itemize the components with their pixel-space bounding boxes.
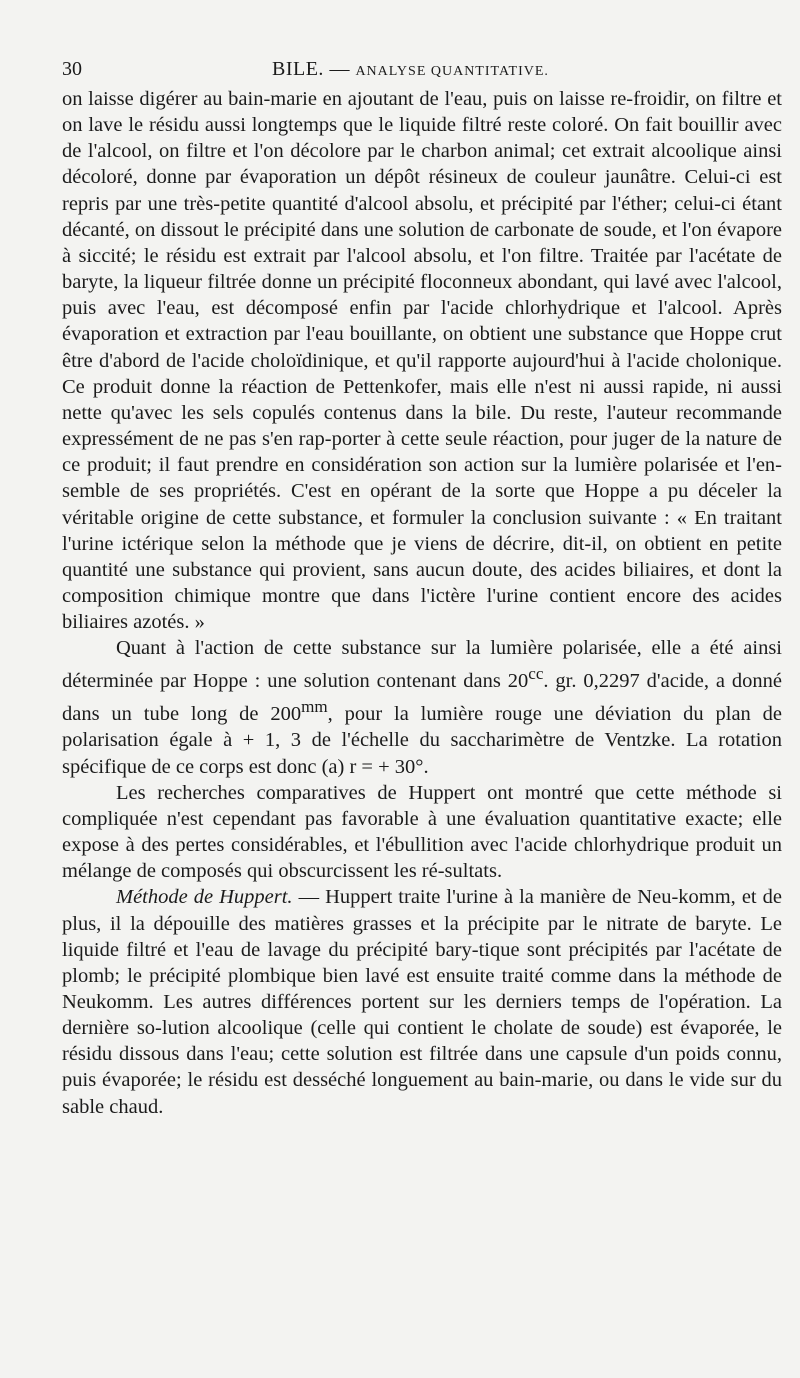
page-number: 30 (62, 58, 82, 80)
section-heading-italic: Méthode de Huppert. (116, 886, 293, 909)
paragraph-2 (62, 635, 782, 779)
header-dash: — (323, 58, 356, 80)
paragraph-text: — Huppert traite l'urine à la manière de Neu-komm, et de plus, il la dépouille des matières grasses et la précipite par le nitrate de baryte. Le liquide filtré et l'eau de lavage du précipité bary-tique sont précipités par l'acétate de plomb; le précipité plombique bien lavé est ensuite traité comme dans la méthode de Neukomm. Les autres différences portent sur les derniers temps de l'opération. La dernière so-lution alcoolique (celle qui contient le cholate de soude) est évaporée, le résidu dissous dans l'eau; cette solution est filtrée dans une capsule d'un poids connu, puis évaporée; le résidu est desséché longuement au bain-marie, ou dans le vide sur du sable chaud. (62, 886, 782, 1118)
paragraph-4 (62, 884, 782, 1119)
paragraph-text: on laisse digérer au bain-marie en ajoutant de l'eau, puis on laisse re-froidir, on filtre et on lave le résidu aussi longtemps que le liquide filtré reste coloré. On fait bouillir avec de l'alcool, on filtre et l'on décolore par le charbon animal; cet extrait alcoolique ainsi décoloré, donne par évaporation un dépôt résineux de couleur jaunâtre. Celui-ci est repris par une très-petite quantité d'alcool absolu, et précipité par l'éther; celui-ci étant décanté, on dissout le précipité dans une solution de carbonate de soude, et l'on évapore à siccité; le résidu est extrait par l'alcool absolu, et l'on filtre. Traitée par l'acétate de baryte, la liqueur filtrée donne un précipité floconneux abondant, qui lavé avec l'alcool, puis avec l'eau, est décomposé enfin par l'acide chlorhydrique et l'alcool. Après évaporation et extraction par l'eau bouillante, on obtient une substance que Hoppe crut être d'abord de l'acide choloïdinique, et qu'il rapporte aujourd'hui à l'acide cholonique. Ce produit donne la réaction de Pettenkofer, mais elle n'est ni aussi rapide, ni aussi nette qu'avec les sels copulés contenus dans la bile. Du reste, l'auteur recommande expressément de ne pas s'en rap-porter à cette seule réaction, pour juger de la nature de ce produit; il faut prendre en considération son action sur la lumière polarisée et l'en-semble de ses propriétés. C'est en opérant de la sorte que Hoppe a pu déceler la véritable origine de cette substance, et formuler la conclusion suivante : « En traitant l'urine ictérique selon la méthode que je viens de décrire, dit-il, on obtient en petite quantité une substance qui provient, sans aucun doute, des acides biliaires, et dont la composition chimique montre que dans l'ictère l'urine contient encore des acides biliaires azotés. » (62, 88, 782, 634)
paragraph-3 (62, 780, 782, 885)
body-text (62, 86, 782, 1120)
running-title (272, 54, 549, 87)
paragraph-text: . gr. 0,2297 d'acide, a donné dans un tube long de 200 (62, 670, 782, 726)
unit-superscript-mm: mm (301, 697, 328, 717)
unit-superscript-cc: cc (528, 664, 544, 684)
paragraph-text: , pour la lumière rouge une déviation du plan de polarisation égale à + 1, 3 de l'échelle du saccharimètre de Ventzke. La rotation spécifique de ce corps est donc (a) r = + 30°. (62, 703, 782, 778)
paragraph-text: Quant à l'action de cette substance sur la lumière polarisée, elle a été ainsi déterminée par Hoppe : une solution contenant dans 20 (62, 637, 782, 693)
header-subtitle: ANALYSE QUANTITATIVE. (355, 64, 549, 79)
paragraph-text: Les recherches comparatives de Huppert ont montré que cette méthode si compliquée n'est cependant pas favorable à une évaluation quantitative exacte; elle expose à des pertes considérables, et l'ébullition avec l'acide chlorhydrique produit un mélange de composés qui obscurcissent les ré-sultats. (62, 781, 782, 883)
header-title: BILE. (272, 58, 324, 80)
paragraph-1 (62, 86, 782, 635)
running-header (62, 54, 752, 84)
